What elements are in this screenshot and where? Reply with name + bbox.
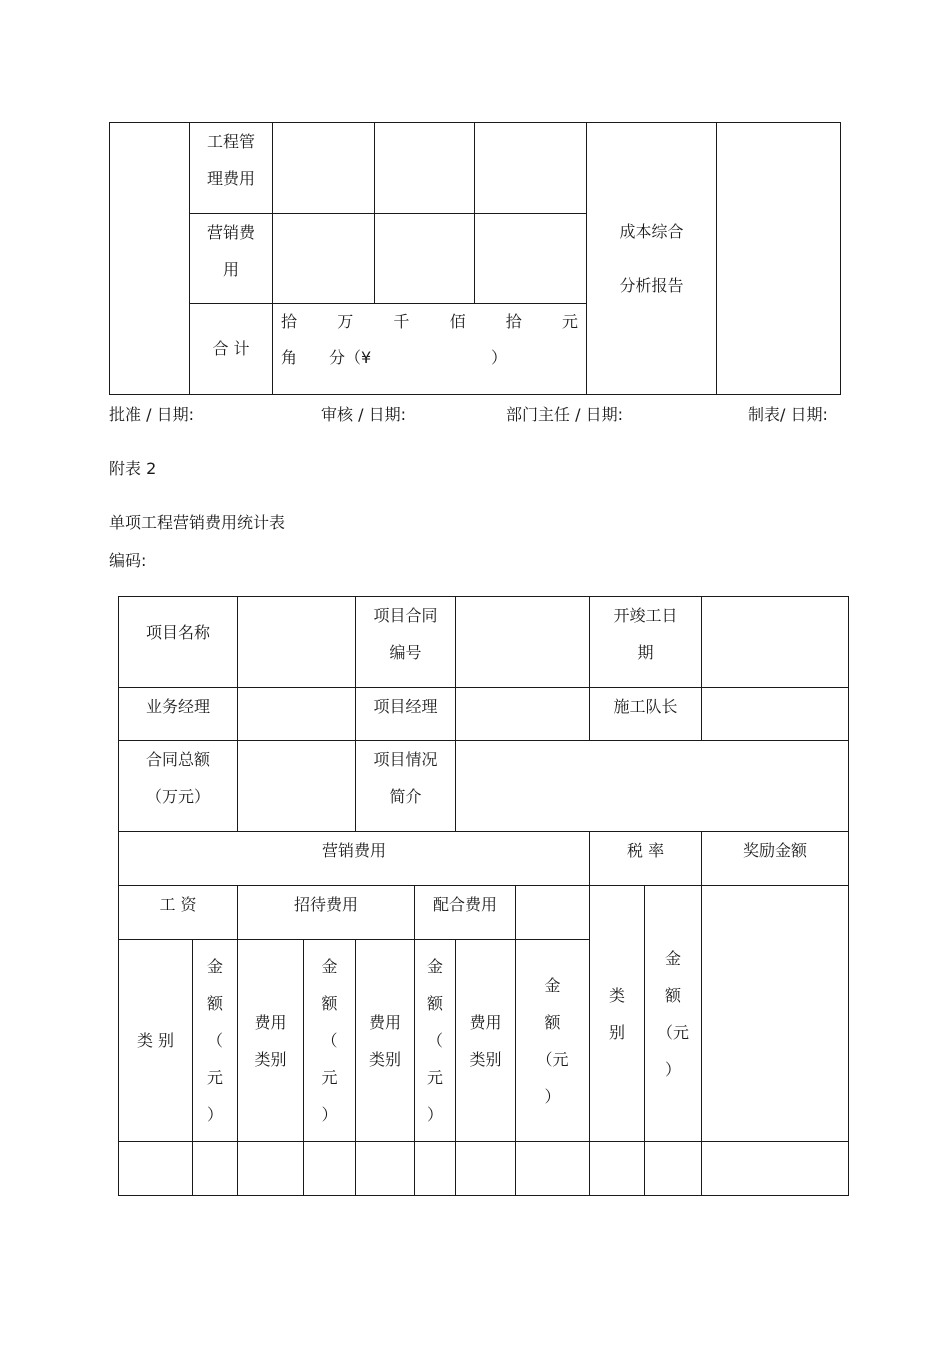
marketing-cost-label: 营销费 用 xyxy=(190,214,273,304)
amount-cell xyxy=(475,123,587,214)
amount-cell xyxy=(375,214,475,304)
approve-date-label: 批准 / 日期: xyxy=(109,405,194,424)
reward-amount-value xyxy=(702,886,849,1142)
cost-summary-table xyxy=(109,122,841,395)
data-cell xyxy=(456,1142,516,1196)
preparer-date-label: 制表/ 日期: xyxy=(748,405,828,424)
start-end-date-label: 开竣工日 期 xyxy=(590,597,702,688)
team-leader-label: 施工队长 xyxy=(590,688,702,741)
wage-category-label: 类 别 xyxy=(119,940,193,1142)
amount-cell xyxy=(273,214,375,304)
tax-category-label: 类 别 xyxy=(590,886,645,1142)
review-date-label: 审核 / 日期: xyxy=(321,405,406,424)
data-cell xyxy=(645,1142,702,1196)
form-title: 单项工程营销费用统计表 xyxy=(109,513,286,532)
data-cell xyxy=(415,1142,456,1196)
contract-number-label: 项目合同 编号 xyxy=(356,597,456,688)
data-cell xyxy=(590,1142,645,1196)
marketing-cost-header: 营销费用 xyxy=(119,832,590,886)
wage-header: 工 资 xyxy=(119,886,238,940)
entertainment-amount-label-2: 金 额 （ 元 ） xyxy=(415,940,456,1142)
cost-analysis-report-label: 成本综合 分析报告 xyxy=(587,123,717,395)
contract-total-label: 合同总额 （万元） xyxy=(119,741,238,832)
wage-amount-label: 金 额 （ 元 ） xyxy=(193,940,238,1142)
contract-total-value xyxy=(238,741,356,832)
data-cell xyxy=(516,1142,590,1196)
reward-amount-header: 奖励金额 xyxy=(702,832,849,886)
project-name-value xyxy=(238,597,356,688)
engineering-management-cost-label: 工程管 理费用 xyxy=(190,123,273,214)
start-end-date-value xyxy=(702,597,849,688)
data-cell xyxy=(193,1142,238,1196)
contract-number-value xyxy=(456,597,590,688)
total-label: 合 计 xyxy=(190,304,273,395)
entertainment-cost-header: 招待费用 xyxy=(238,886,415,940)
coordination-category-label: 费用 类别 xyxy=(456,940,516,1142)
project-manager-label: 项目经理 xyxy=(356,688,456,741)
team-leader-value xyxy=(702,688,849,741)
project-brief-label: 项目情况 简介 xyxy=(356,741,456,832)
blank-left-cell xyxy=(110,123,190,395)
sales-manager-label: 业务经理 xyxy=(119,688,238,741)
coordination-cost-header: 配合费用 xyxy=(415,886,516,940)
data-cell xyxy=(702,1142,849,1196)
tax-amount-label: 金 额 （元 ） xyxy=(645,886,702,1142)
director-date-label: 部门主任 / 日期: xyxy=(506,405,623,424)
data-cell xyxy=(304,1142,356,1196)
data-cell xyxy=(119,1142,193,1196)
sales-manager-value xyxy=(238,688,356,741)
project-manager-value xyxy=(456,688,590,741)
entertainment-amount-label: 金 额 （ 元 ） xyxy=(304,940,356,1142)
coordination-extra-cell xyxy=(516,886,590,940)
blank-right-cell xyxy=(717,123,841,395)
total-amount-cell: 拾 万 千 佰 拾 元 角 分（¥ ） xyxy=(273,304,587,395)
project-name-label: 项目名称 xyxy=(119,597,238,688)
code-label: 编码: xyxy=(109,551,147,570)
amount-cell xyxy=(375,123,475,214)
tax-rate-header: 税 率 xyxy=(590,832,702,886)
project-brief-value xyxy=(456,741,849,832)
entertainment-category-label: 费用 类别 xyxy=(238,940,304,1142)
data-cell xyxy=(238,1142,304,1196)
entertainment-category-label-2: 费用 类别 xyxy=(356,940,415,1142)
data-cell xyxy=(356,1142,415,1196)
marketing-cost-table xyxy=(118,596,849,1196)
coordination-amount-label: 金 额 （元 ） xyxy=(516,940,590,1142)
amount-cell xyxy=(475,214,587,304)
amount-cell xyxy=(273,123,375,214)
appendix-label: 附表 2 xyxy=(109,459,157,478)
